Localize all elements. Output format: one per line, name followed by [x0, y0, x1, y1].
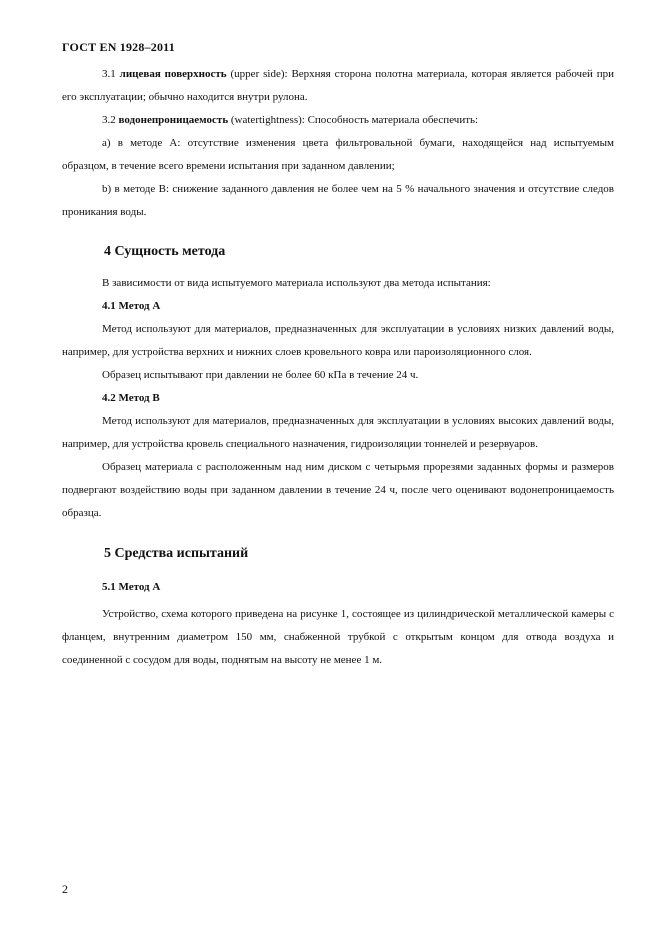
- definition-term: водонепроницаемость: [118, 114, 229, 126]
- definition-term: лицевая поверхность: [119, 68, 227, 80]
- page-number: 2: [62, 882, 68, 896]
- definition-3-2: [62, 109, 614, 132]
- definition-text: (upper side): Верхняя сторона полотна материала, которая является рабочей при его эксплуатации; обычно находится внутри рулона.: [62, 68, 615, 103]
- subsection-4-1-heading: 4.1 Метод А: [102, 300, 161, 312]
- paragraph: Образец испытывают при давлении не более 60 кПа в течение 24 ч.: [102, 369, 419, 381]
- paragraph: Образец материала с расположенным над ним диском с четырьмя прорезями заданных формы и размеров подвергают воздействию воды при заданном давлении в течение 24 ч, после чего оценивают водонепроницаемость образца.: [62, 461, 614, 519]
- section-4-intro: В зависимости от вида испытуемого материала используют два метода испытания:: [102, 277, 491, 289]
- subsection-4-2-heading: 4.2 Метод В: [102, 392, 160, 404]
- definition-number: 3.1: [102, 68, 116, 80]
- document-body: [62, 63, 614, 672]
- definition-number: 3.2: [102, 114, 116, 126]
- definition-text: (watertightness): Способность материала обеспечить:: [228, 114, 479, 126]
- paragraph: Устройство, схема которого приведена на рисунке 1, состоящее из цилиндрической металлической камеры с фланцем, внутренним диаметром 150 мм, снабженной трубкой с открытым концом для отвода воздуха и соединенной с сосудом для воды, поднятым на высоту не менее 1 м.: [62, 608, 614, 666]
- paragraph: Метод используют для материалов, предназначенных для эксплуатации в условиях низких давлений воды, например, для устройства верхних и нижних слоев кровельного ковра или пароизоляционного слоя.: [62, 323, 614, 358]
- section-5-heading: 5 Средства испытаний: [104, 546, 249, 561]
- list-item-b: b) в методе В: снижение заданного давления не более чем на 5 % начального значения и отсутствие следов проникания воды.: [62, 183, 614, 218]
- document-header: ГОСТ EN 1928–2011: [62, 40, 175, 54]
- subsection-5-1-heading: 5.1 Метод А: [102, 581, 161, 593]
- list-item-a: a) в методе А: отсутствие изменения цвета фильтровальной бумаги, находящейся над испытуемым образцом, в течение всего времени испытания при заданном давлении;: [62, 137, 614, 172]
- definition-3-1: [62, 63, 614, 109]
- paragraph: Метод используют для материалов, предназначенных для эксплуатации в условиях высоких давлений воды, например, для устройства кровель специального назначения, гидроизоляции тоннелей и резервуаров.: [62, 415, 614, 450]
- section-4-heading: 4 Сущность метода: [104, 244, 226, 259]
